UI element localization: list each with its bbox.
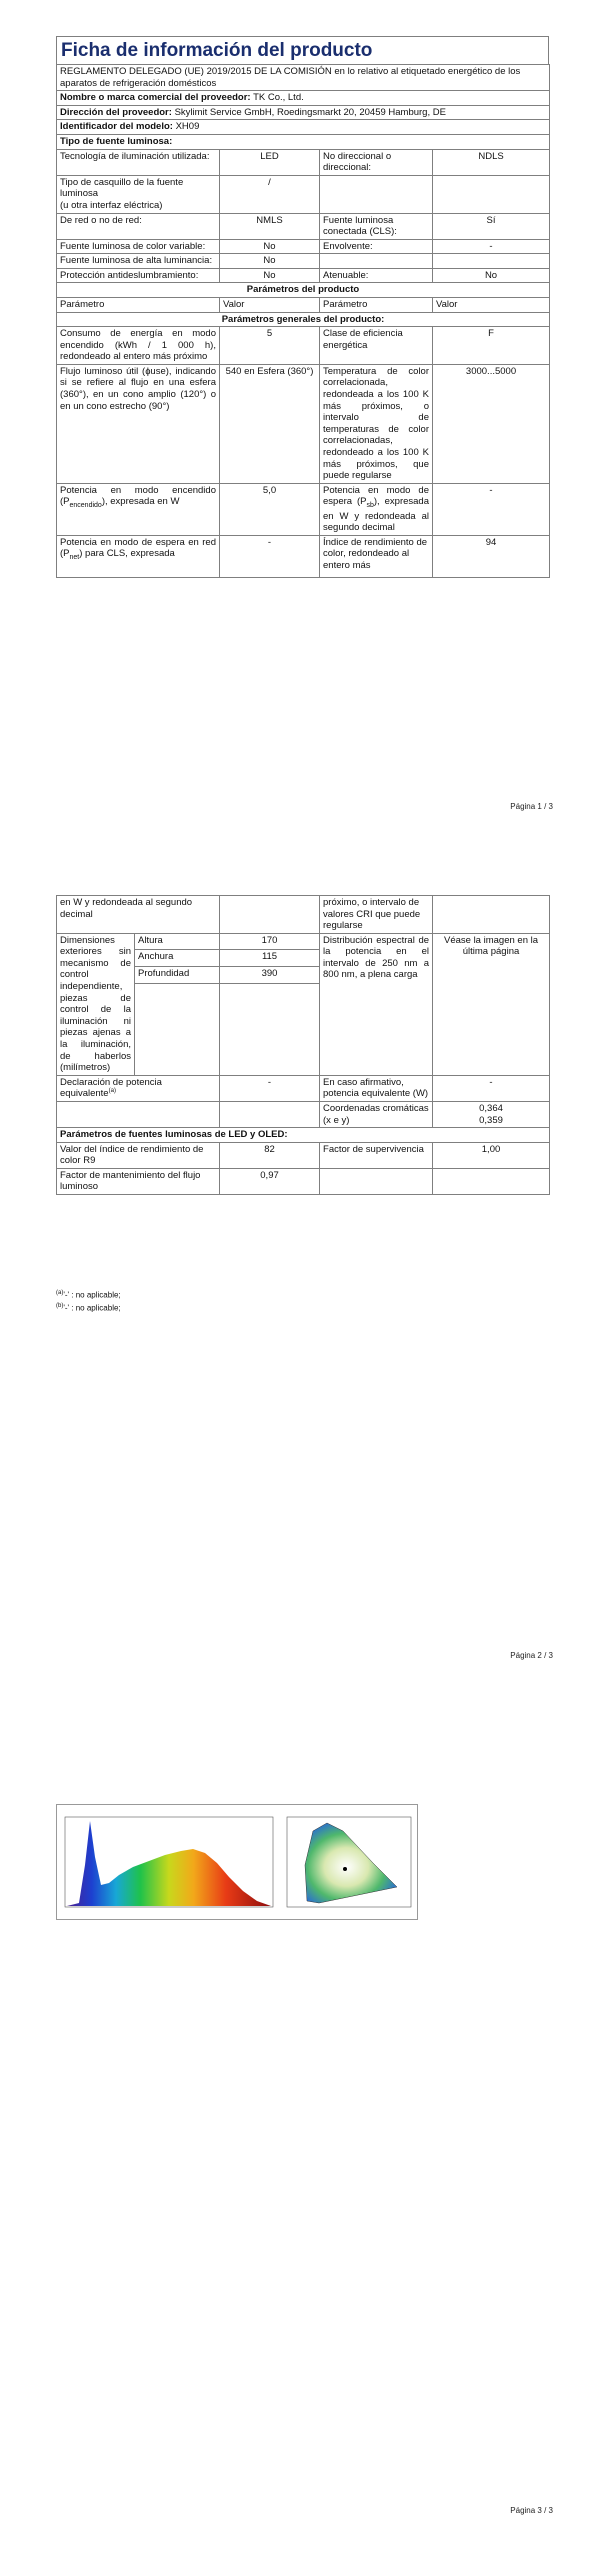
mains-value: NMLS bbox=[220, 213, 320, 239]
r9-value: 82 bbox=[220, 1142, 320, 1168]
equiv-watts-label: En caso afirmativo, potencia equivalente (W) bbox=[320, 1075, 433, 1101]
chromaticity-point bbox=[343, 1867, 347, 1871]
product-info-table-continued bbox=[56, 895, 550, 1195]
dim-name: Anchura bbox=[135, 950, 220, 967]
flux-value: 540 en Esfera (360°) bbox=[220, 364, 320, 483]
energy-label: Consumo de energía en modo encendido (kWh / 1 000 h), redondeado al entero más próximo bbox=[57, 327, 220, 365]
empty-cell bbox=[320, 1168, 433, 1194]
document-title: Ficha de información del producto bbox=[56, 36, 549, 64]
dim-name: Profundidad bbox=[135, 967, 220, 984]
net-standby-label: Potencia en modo de espera en red $(P_{net})$ para CLS, expresada bbox=[57, 535, 220, 577]
empty-cell bbox=[320, 254, 433, 269]
footnote-a: $^{(a)}$'-' : no aplicable; bbox=[56, 1290, 121, 1300]
dim-value: 170 bbox=[220, 933, 320, 950]
page-3 bbox=[0, 1706, 603, 2559]
empty-cell bbox=[220, 896, 320, 934]
empty-cell bbox=[57, 1101, 220, 1127]
model-row bbox=[57, 120, 550, 135]
empty-cell bbox=[320, 175, 433, 213]
cap-value: / bbox=[220, 175, 320, 213]
page-1-frame bbox=[56, 36, 549, 578]
survival-label: Factor de supervivencia bbox=[320, 1142, 433, 1168]
empty-cell bbox=[433, 896, 550, 934]
standby-power-label: Potencia en modo de espera $(P_{sb})$, expresada en W y redondeada al segundo decimal bbox=[320, 483, 433, 535]
cri-label: Índice de rendimiento de color, redondeado al entero más bbox=[320, 535, 433, 577]
tech-label: Tecnología de iluminación utilizada: bbox=[57, 149, 220, 175]
supplier-row bbox=[57, 91, 550, 106]
dimensions-label: Dimensiones exteriores sin mecanismo de control independiente, piezas de control de la iluminación ni piezas ajenas a la iluminación, de haberlos (milímetros) bbox=[57, 933, 135, 1075]
empty-cell bbox=[220, 983, 320, 1075]
tunable-value: No bbox=[220, 239, 320, 254]
page-2-frame bbox=[56, 895, 549, 1195]
glare-value: No bbox=[220, 268, 320, 283]
cls-value: Sí bbox=[433, 213, 550, 239]
tunable-label: Fuente luminosa de color variable: bbox=[57, 239, 220, 254]
general-params-heading: Parámetros generales del producto: bbox=[57, 312, 550, 327]
address-label: Dirección del proveedor: bbox=[60, 106, 172, 118]
equiv-power-label: Declaración de potencia equivalente$^{(a)}$ bbox=[57, 1075, 220, 1101]
empty-cell bbox=[135, 983, 220, 1075]
col-header-value: Valor bbox=[433, 298, 550, 313]
standby-power-value: - bbox=[433, 483, 550, 535]
dimmable-label: Atenuable: bbox=[320, 268, 433, 283]
high-luminance-value: No bbox=[220, 254, 320, 269]
chromaticity-y: 0,359 bbox=[479, 1114, 503, 1126]
on-power-label: Potencia en modo encendido $(P_{encendido})$, expresada en W bbox=[57, 483, 220, 535]
footnotes bbox=[56, 1290, 121, 1317]
cct-value: 3000...5000 bbox=[433, 364, 550, 483]
net-standby-label-cont: en W y redondeada al segundo decimal bbox=[57, 896, 220, 934]
cap-label-line-2: (u otra interfaz eléctrica) bbox=[60, 199, 163, 211]
envelope-value: - bbox=[433, 239, 550, 254]
survival-value: 1,00 bbox=[433, 1142, 550, 1168]
chromaticity-label: Coordenadas cromáticas (x e y) bbox=[320, 1101, 433, 1127]
page-number: Página 1 / 3 bbox=[510, 802, 553, 811]
empty-cell bbox=[433, 254, 550, 269]
glare-label: Protección antideslumbramiento: bbox=[57, 268, 220, 283]
supplier-value: TK Co., Ltd. bbox=[253, 92, 304, 104]
dim-value: 115 bbox=[220, 950, 320, 967]
page-number: Página 3 / 3 bbox=[510, 2506, 553, 2515]
spd-value: Véase la imagen en la última página bbox=[433, 933, 550, 1075]
directional-label: No direccional o direccional: bbox=[320, 149, 433, 175]
energy-value: 5 bbox=[220, 327, 320, 365]
led-params-heading: Parámetros de fuentes luminosas de LED y OLED: bbox=[57, 1128, 550, 1143]
supplier-label: Nombre o marca comercial del proveedor: bbox=[60, 92, 251, 104]
cri-value: 94 bbox=[433, 535, 550, 577]
dim-value: 390 bbox=[220, 967, 320, 984]
product-info-table bbox=[56, 64, 550, 578]
energy-class-label: Clase de eficiencia energética bbox=[320, 327, 433, 365]
high-luminance-label: Fuente luminosa de alta luminancia: bbox=[57, 254, 220, 269]
page-1 bbox=[0, 0, 603, 853]
flux-label: Flujo luminoso útil (ɸuse), indicando si se refiere al flujo en una esfera (360°), en un cono amplio (120°) o en un cono estrecho (90°) bbox=[57, 364, 220, 483]
model-value: XH09 bbox=[175, 121, 200, 133]
col-header-value: Valor bbox=[220, 298, 320, 313]
empty-cell bbox=[220, 1101, 320, 1127]
footnote-b: $^{(b)}$'-' : no aplicable; bbox=[56, 1303, 121, 1314]
chromaticity-values bbox=[433, 1101, 550, 1127]
address-row bbox=[57, 105, 550, 120]
cap-label-line-1: Tipo de casquillo de la fuente luminosa bbox=[60, 176, 184, 200]
address-value: Skylimit Service GmbH, Roedingsmarkt 20, 20459 Hamburg, DE bbox=[174, 106, 446, 118]
maintenance-value: 0,97 bbox=[220, 1168, 320, 1194]
model-label: Identificador del modelo: bbox=[60, 121, 173, 133]
r9-label: Valor del índice de rendimiento de color R9 bbox=[57, 1142, 220, 1168]
spectrum-graphic bbox=[57, 1805, 417, 1919]
energy-class-value: F bbox=[433, 327, 550, 365]
directional-value: NDLS bbox=[433, 149, 550, 175]
spd-label: Distribución espectral de la potencia en el intervalo de 250 nm a 800 nm, a plena carga bbox=[320, 933, 433, 1075]
col-header-param: Parámetro bbox=[57, 298, 220, 313]
mains-label: De red o no de red: bbox=[57, 213, 220, 239]
source-type-heading: Tipo de fuente luminosa: bbox=[57, 135, 550, 150]
dim-name: Altura bbox=[135, 933, 220, 950]
chromaticity-x: 0,364 bbox=[479, 1102, 503, 1114]
equiv-watts-value: - bbox=[433, 1075, 550, 1101]
cct-label: Temperatura de color correlacionada, redondeada a los 100 K más próximos, o intervalo de temperaturas de color correlacionadas, redondeado a los 100 K más próximos, que puede regularse bbox=[320, 364, 433, 483]
page-2 bbox=[0, 853, 603, 1706]
cri-label-cont: próximo, o intervalo de valores CRI que puede regularse bbox=[320, 896, 433, 934]
tech-value: LED bbox=[220, 149, 320, 175]
regulation-text: REGLAMENTO DELEGADO (UE) 2019/2015 DE LA COMISIÓN en lo relativo al etiquetado energético de los aparatos de refrigeración domésticos bbox=[57, 65, 550, 91]
empty-cell bbox=[433, 175, 550, 213]
empty-cell bbox=[433, 1168, 550, 1194]
dimmable-value: No bbox=[433, 268, 550, 283]
envelope-label: Envolvente: bbox=[320, 239, 433, 254]
net-standby-value: - bbox=[220, 535, 320, 577]
page-number: Página 2 / 3 bbox=[510, 1651, 553, 1660]
equiv-power-value: - bbox=[220, 1075, 320, 1101]
spectral-distribution-image bbox=[56, 1804, 418, 1920]
col-header-param: Parámetro bbox=[320, 298, 433, 313]
product-params-heading: Parámetros del producto bbox=[57, 283, 550, 298]
cap-label bbox=[57, 175, 220, 213]
cls-label: Fuente luminosa conectada (CLS): bbox=[320, 213, 433, 239]
on-power-value: 5,0 bbox=[220, 483, 320, 535]
maintenance-label: Factor de mantenimiento del flujo luminoso bbox=[57, 1168, 220, 1194]
